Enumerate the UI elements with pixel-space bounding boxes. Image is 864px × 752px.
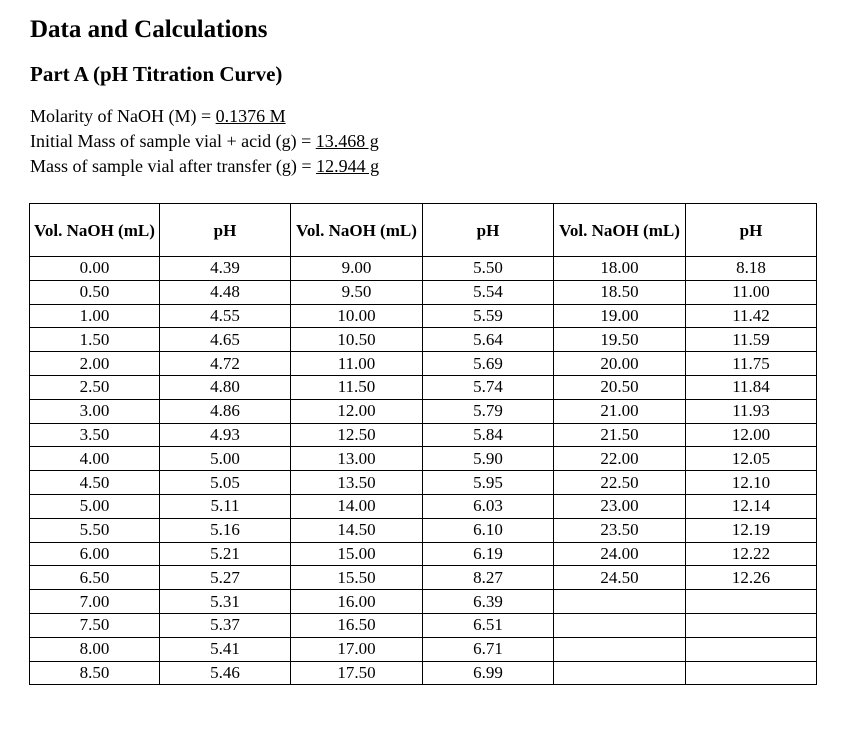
table-row <box>30 423 817 447</box>
table-cell: 1.00 <box>30 304 160 328</box>
table-cell: 5.95 <box>423 471 554 495</box>
titration-data-table <box>29 203 817 685</box>
table-cell <box>686 590 817 614</box>
table-cell <box>554 661 686 685</box>
table-cell: 12.50 <box>291 423 423 447</box>
table-cell: 12.00 <box>686 423 817 447</box>
table-cell: 5.46 <box>160 661 291 685</box>
table-row <box>30 399 817 423</box>
table-cell: 11.50 <box>291 375 423 399</box>
molarity-line <box>30 104 379 129</box>
table-cell: 8.50 <box>30 661 160 685</box>
table-cell: 17.50 <box>291 661 423 685</box>
table-cell: 4.55 <box>160 304 291 328</box>
transfer-mass-value: 12.944 g <box>316 156 380 176</box>
table-cell: 11.84 <box>686 375 817 399</box>
table-row <box>30 280 817 304</box>
table-cell: 5.90 <box>423 447 554 471</box>
table-cell: 6.99 <box>423 661 554 685</box>
table-cell: 5.50 <box>30 518 160 542</box>
section-heading: Part A (pH Titration Curve) <box>30 62 283 86</box>
table-row <box>30 447 817 471</box>
table-cell: 4.39 <box>160 257 291 281</box>
table-cell: 19.50 <box>554 328 686 352</box>
table-cell: 5.00 <box>30 494 160 518</box>
table-row <box>30 352 817 376</box>
table-cell: 5.31 <box>160 590 291 614</box>
column-header: pH <box>686 204 817 257</box>
table-cell: 5.27 <box>160 566 291 590</box>
table-cell: 5.05 <box>160 471 291 495</box>
table-cell: 6.71 <box>423 637 554 661</box>
table-cell: 4.48 <box>160 280 291 304</box>
table-cell: 5.54 <box>423 280 554 304</box>
table-cell: 5.74 <box>423 375 554 399</box>
table-cell: 5.84 <box>423 423 554 447</box>
table-cell: 7.00 <box>30 590 160 614</box>
table-cell: 11.75 <box>686 352 817 376</box>
table-cell: 5.50 <box>423 257 554 281</box>
table-cell: 5.21 <box>160 542 291 566</box>
column-header: Vol. NaOH (mL) <box>30 204 160 257</box>
table-cell: 8.00 <box>30 637 160 661</box>
table-cell: 19.00 <box>554 304 686 328</box>
table-cell: 10.50 <box>291 328 423 352</box>
table-row <box>30 566 817 590</box>
column-header: Vol. NaOH (mL) <box>554 204 686 257</box>
table-cell: 9.50 <box>291 280 423 304</box>
table-cell: 9.00 <box>291 257 423 281</box>
table-cell: 5.00 <box>160 447 291 471</box>
table-cell: 4.80 <box>160 375 291 399</box>
table-row <box>30 590 817 614</box>
table-cell: 11.00 <box>686 280 817 304</box>
table-cell: 5.69 <box>423 352 554 376</box>
page-heading: Data and Calculations <box>30 16 268 43</box>
table-cell: 4.86 <box>160 399 291 423</box>
table-cell: 20.50 <box>554 375 686 399</box>
table-cell: 18.50 <box>554 280 686 304</box>
table-cell: 21.50 <box>554 423 686 447</box>
table-cell: 11.93 <box>686 399 817 423</box>
table-row <box>30 518 817 542</box>
table-cell: 12.22 <box>686 542 817 566</box>
table-cell <box>686 637 817 661</box>
table-cell: 22.50 <box>554 471 686 495</box>
table-cell: 4.72 <box>160 352 291 376</box>
table-cell: 5.37 <box>160 613 291 637</box>
table-cell: 22.00 <box>554 447 686 471</box>
table-cell <box>554 613 686 637</box>
table-cell: 0.00 <box>30 257 160 281</box>
table-row <box>30 471 817 495</box>
table-cell: 5.64 <box>423 328 554 352</box>
table-cell: 3.00 <box>30 399 160 423</box>
table-cell: 24.50 <box>554 566 686 590</box>
table-cell: 8.27 <box>423 566 554 590</box>
measurement-fields <box>30 104 379 179</box>
table-cell: 21.00 <box>554 399 686 423</box>
table-cell: 6.00 <box>30 542 160 566</box>
table-cell: 23.50 <box>554 518 686 542</box>
table-cell: 15.00 <box>291 542 423 566</box>
table-cell: 2.00 <box>30 352 160 376</box>
table-cell <box>554 637 686 661</box>
table-row <box>30 304 817 328</box>
table-cell: 6.03 <box>423 494 554 518</box>
table-cell: 5.41 <box>160 637 291 661</box>
table-row <box>30 542 817 566</box>
table-cell: 16.50 <box>291 613 423 637</box>
table-cell: 5.59 <box>423 304 554 328</box>
table-cell: 14.00 <box>291 494 423 518</box>
transfer-mass-label: Mass of sample vial after transfer (g) = <box>30 156 317 176</box>
table-cell: 4.93 <box>160 423 291 447</box>
table-cell: 1.50 <box>30 328 160 352</box>
table-cell: 12.14 <box>686 494 817 518</box>
table-cell: 23.00 <box>554 494 686 518</box>
table-cell: 24.00 <box>554 542 686 566</box>
table-cell: 13.00 <box>291 447 423 471</box>
table-cell: 12.10 <box>686 471 817 495</box>
table-cell: 15.50 <box>291 566 423 590</box>
table-cell: 7.50 <box>30 613 160 637</box>
table-row <box>30 637 817 661</box>
table-cell: 14.50 <box>291 518 423 542</box>
table-row <box>30 257 817 281</box>
column-header: pH <box>160 204 291 257</box>
table-body <box>30 257 817 685</box>
initial-mass-line <box>30 129 379 154</box>
table-cell: 3.50 <box>30 423 160 447</box>
table-cell: 11.42 <box>686 304 817 328</box>
table-cell: 20.00 <box>554 352 686 376</box>
table-row <box>30 328 817 352</box>
table-cell: 5.11 <box>160 494 291 518</box>
table-cell: 16.00 <box>291 590 423 614</box>
table-cell: 8.18 <box>686 257 817 281</box>
table-cell: 12.00 <box>291 399 423 423</box>
table-cell <box>554 590 686 614</box>
table-cell: 6.51 <box>423 613 554 637</box>
table-cell: 13.50 <box>291 471 423 495</box>
table-cell: 12.05 <box>686 447 817 471</box>
table-cell: 18.00 <box>554 257 686 281</box>
molarity-label: Molarity of NaOH (M) = <box>30 106 216 126</box>
table-cell: 5.79 <box>423 399 554 423</box>
table-cell: 6.39 <box>423 590 554 614</box>
table-cell: 10.00 <box>291 304 423 328</box>
table-cell: 6.19 <box>423 542 554 566</box>
table-cell: 2.50 <box>30 375 160 399</box>
table-cell: 5.16 <box>160 518 291 542</box>
table-cell: 6.50 <box>30 566 160 590</box>
column-header: Vol. NaOH (mL) <box>291 204 423 257</box>
table-cell: 4.65 <box>160 328 291 352</box>
table-cell: 12.19 <box>686 518 817 542</box>
table-cell <box>686 661 817 685</box>
table-cell: 12.26 <box>686 566 817 590</box>
table-cell: 11.00 <box>291 352 423 376</box>
table-header-row <box>30 204 817 257</box>
initial-mass-label: Initial Mass of sample vial + acid (g) = <box>30 131 316 151</box>
table-cell: 17.00 <box>291 637 423 661</box>
table-cell: 11.59 <box>686 328 817 352</box>
transfer-mass-line <box>30 154 379 179</box>
table-cell: 4.50 <box>30 471 160 495</box>
table-cell: 0.50 <box>30 280 160 304</box>
initial-mass-value: 13.468 g <box>315 131 379 151</box>
column-header: pH <box>423 204 554 257</box>
molarity-value: 0.1376 M <box>215 106 286 126</box>
table-row <box>30 494 817 518</box>
table-cell <box>686 613 817 637</box>
table-cell: 6.10 <box>423 518 554 542</box>
table-row <box>30 613 817 637</box>
table-cell: 4.00 <box>30 447 160 471</box>
table-row <box>30 375 817 399</box>
table-row <box>30 661 817 685</box>
